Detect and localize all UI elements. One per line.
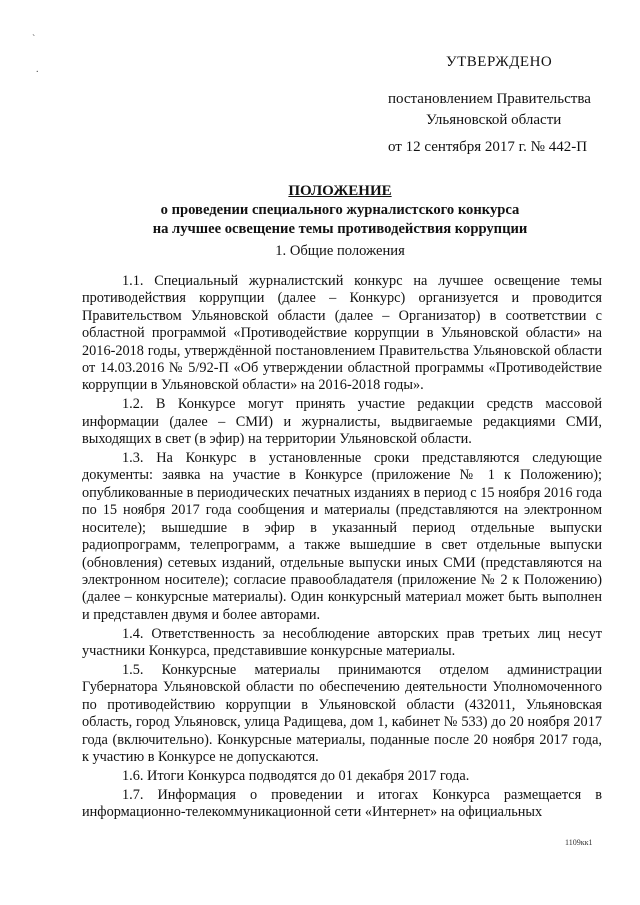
approval-line: Ульяновской области bbox=[426, 112, 562, 128]
scan-mark: . bbox=[36, 64, 39, 75]
document-title bbox=[80, 182, 600, 239]
paragraph: 1.1. Специальный журналистский конкурс на лучшее освещение темы противодействия коррупции (далее – Конкурс) организуется и проводится Правительством Ульяновской области (далее – Организатор) в соответствии с областной программой «Противодействие коррупции в Ульяновской области» на 2016-2018 годы, утверждённой постановлением Правительства Ульяновской области от 14.03.2016 № 5/92-П «Об утверждении областной программы «Противодействие коррупции в Ульяновской области» на 2016-2018 годы». bbox=[82, 273, 602, 394]
approval-date: от 12 сентября 2017 г. № 442-П bbox=[388, 139, 588, 155]
scan-mark: ` bbox=[32, 34, 36, 45]
paragraph: 1.5. Конкурсные материалы принимаются отделом администрации Губернатора Ульяновской области по обеспечению деятельности Уполномоченного по противодействию коррупции в Ульяновской области (432011, Ульяновская область, город Ульяновск, улица Радищева, дом 1, кабинет № 533) до 20 ноября 2017 года (включительно). Конкурсные материалы, поданные после 20 ноября 2017 года, к участию в Конкурсе не допускаются. bbox=[82, 661, 602, 765]
document-body bbox=[82, 273, 602, 823]
title-main: ПОЛОЖЕНИЕ bbox=[288, 183, 392, 199]
paragraph: 1.4. Ответственность за несоблюдение авторских прав третьих лиц несут участники Конкурса, представившие конкурсные материалы. bbox=[82, 625, 602, 660]
paragraph: 1.6. Итоги Конкурса подводятся до 01 декабря 2017 года. bbox=[122, 767, 470, 784]
title-subtitle: на лучшее освещение темы противодействия коррупции bbox=[152, 221, 528, 237]
paragraph: 1.2. В Конкурсе могут принять участие редакции средств массовой информации (далее – СМИ) и журналисты, выдвигаемые редакциями СМИ, выходящих в свет (в эфир) на территории Ульяновской области. bbox=[82, 396, 602, 448]
paragraph: 1.7. Информация о проведении и итогах Конкурса размещается в информационно-телекоммуникационной сети «Интернет» на официальных bbox=[82, 786, 602, 821]
approval-block bbox=[388, 52, 628, 158]
approval-stamp: УТВЕРЖДЕНО bbox=[446, 54, 553, 70]
section-heading: 1. Общие положения bbox=[275, 243, 405, 259]
page-code: 1109кк1 bbox=[565, 838, 593, 847]
title-subtitle: о проведении специального журналистского конкурса bbox=[160, 202, 520, 218]
approval-line: постановлением Правительства bbox=[388, 91, 591, 107]
paragraph: 1.3. На Конкурс в установленные сроки представляются следующие документы: заявка на участие в Конкурсе (приложение № 1 к Положению); опубликованные в периодических печатных изданиях в период с 15 ноября 2016 года по 15 ноября 2017 года сообщения и материалы (представляются на электронном носителе); вышедшие в эфир в указанный период отдельные выпуски радиопрограмм, телепрограмм, а также вышедшие в свет отдельные выпуски (обновления) сетевых изданий, отдельные выпуски иных СМИ (представляются на электронном носителе); согласие правообладателя (приложение № 2 к Положению) (далее – конкурсные материалы). Один конкурсный материал может быть выполнен и представлен двумя и более авторами. bbox=[82, 450, 602, 623]
